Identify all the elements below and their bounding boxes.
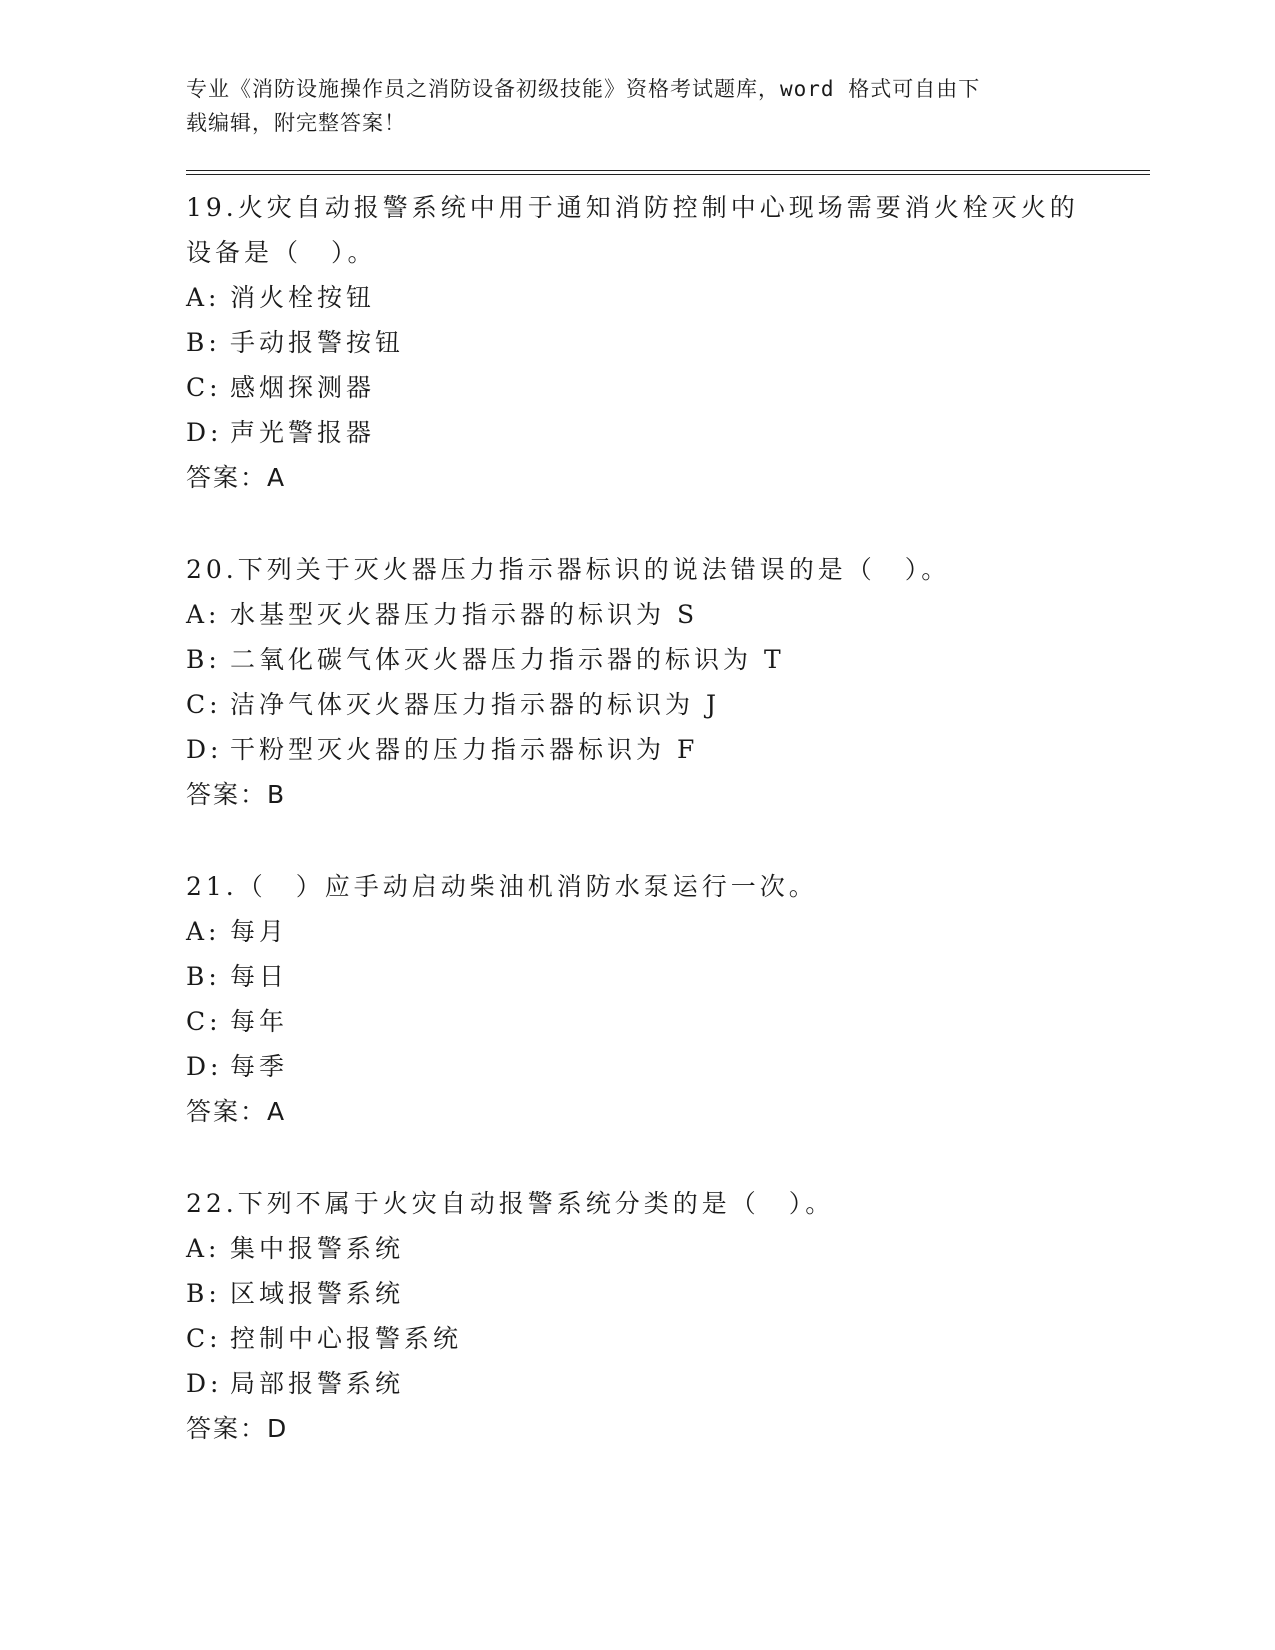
option-key: D: bbox=[186, 1369, 223, 1398]
option-b bbox=[186, 320, 1146, 365]
option-c bbox=[186, 365, 1146, 410]
option-b bbox=[186, 954, 1146, 999]
option-d bbox=[186, 1044, 1146, 1089]
option-key: A: bbox=[186, 600, 221, 629]
option-a bbox=[186, 275, 1146, 320]
question-stem: 20.下列关于灭火器压力指示器标识的说法错误的是（ ）。 bbox=[186, 555, 951, 584]
option-text: 水基型灭火器压力指示器的标识为 S bbox=[230, 600, 699, 629]
option-b bbox=[186, 1271, 1146, 1316]
option-key: B: bbox=[186, 645, 221, 674]
question-21 bbox=[186, 864, 1146, 1134]
option-key: B: bbox=[186, 1279, 221, 1308]
option-key: C: bbox=[186, 373, 222, 402]
option-text: 手动报警按钮 bbox=[230, 328, 405, 357]
option-key: C: bbox=[186, 1007, 222, 1036]
option-key: D: bbox=[186, 735, 223, 764]
option-key: C: bbox=[186, 690, 222, 719]
option-text: 干粉型灭火器的压力指示器标识为 F bbox=[230, 735, 699, 764]
option-key: A: bbox=[186, 917, 221, 946]
answer-line: 答案：D bbox=[186, 1414, 289, 1443]
header-line-1: 专业《消防设施操作员之消防设备初级技能》资格考试题库，word 格式可自由下 bbox=[186, 77, 981, 101]
option-text: 二氧化碳气体灭火器压力指示器的标识为 T bbox=[230, 645, 785, 674]
option-a bbox=[186, 592, 1146, 637]
header-divider bbox=[186, 170, 1150, 175]
option-a bbox=[186, 909, 1146, 954]
option-key: C: bbox=[186, 1324, 222, 1353]
option-a bbox=[186, 1226, 1146, 1271]
option-d bbox=[186, 410, 1146, 455]
question-list bbox=[186, 185, 1146, 1451]
option-text: 控制中心报警系统 bbox=[230, 1324, 463, 1353]
option-key: D: bbox=[186, 418, 223, 447]
option-text: 局部报警系统 bbox=[230, 1369, 405, 1398]
document-page bbox=[186, 72, 1146, 1498]
option-key: B: bbox=[186, 962, 221, 991]
option-text: 感烟探测器 bbox=[230, 373, 376, 402]
option-text: 每月 bbox=[230, 917, 289, 946]
option-key: B: bbox=[186, 328, 221, 357]
document-header bbox=[186, 72, 1066, 140]
option-text: 区域报警系统 bbox=[230, 1279, 405, 1308]
question-stem: 19.火灾自动报警系统中用于通知消防控制中心现场需要消火栓灭火的设备是（ ）。 bbox=[186, 193, 1079, 267]
option-text: 每年 bbox=[230, 1007, 289, 1036]
question-20 bbox=[186, 547, 1146, 817]
header-line-2: 载编辑，附完整答案！ bbox=[186, 111, 406, 135]
option-d bbox=[186, 1361, 1146, 1406]
question-stem: 22.下列不属于火灾自动报警系统分类的是（ ）。 bbox=[186, 1189, 835, 1218]
option-c bbox=[186, 1316, 1146, 1361]
option-text: 集中报警系统 bbox=[230, 1234, 405, 1263]
question-22 bbox=[186, 1181, 1146, 1451]
option-text: 每季 bbox=[230, 1052, 289, 1081]
option-key: A: bbox=[186, 1234, 221, 1263]
option-c bbox=[186, 999, 1146, 1044]
answer-line: 答案：A bbox=[186, 1097, 287, 1126]
option-text: 声光警报器 bbox=[230, 418, 376, 447]
answer-line: 答案：B bbox=[186, 780, 287, 809]
option-d bbox=[186, 727, 1146, 772]
option-text: 消火栓按钮 bbox=[230, 283, 376, 312]
option-key: D: bbox=[186, 1052, 223, 1081]
question-stem: 21.（ ）应手动启动柴油机消防水泵运行一次。 bbox=[186, 872, 818, 901]
option-b bbox=[186, 637, 1146, 682]
option-key: A: bbox=[186, 283, 221, 312]
question-19 bbox=[186, 185, 1146, 500]
answer-line: 答案：A bbox=[186, 463, 287, 492]
option-text: 洁净气体灭火器压力指示器的标识为 J bbox=[230, 690, 720, 719]
option-text: 每日 bbox=[230, 962, 289, 991]
option-c bbox=[186, 682, 1146, 727]
